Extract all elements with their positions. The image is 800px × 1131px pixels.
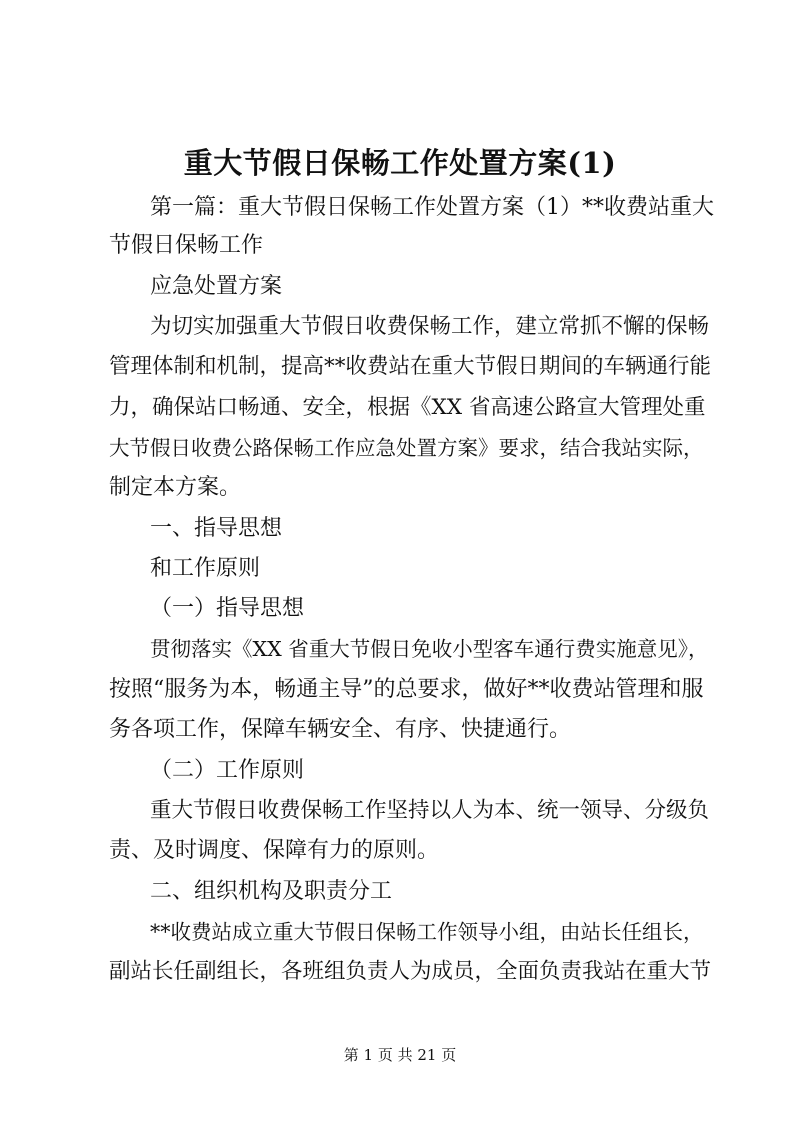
text-line-20: 副站长任副组长，各班组负责人为成员，全面负责我站在重大节 xyxy=(109,959,712,984)
text-line-13: 按照“服务为本，畅通主导”的总要求，做好**收费站管理和服 xyxy=(109,677,704,702)
text-line-15: （二）工作原则 xyxy=(150,758,305,783)
text-line-18: 二、组织机构及职责分工 xyxy=(150,879,393,904)
text-line-7: 大节假日收费公路保畅工作应急处置方案》要求，结合我站实际， xyxy=(109,436,704,460)
text-line-8: 制定本方案。 xyxy=(109,475,242,500)
text-line-16: 重大节假日收费保畅工作坚持以人为本、统一领导、分级负 xyxy=(150,798,710,823)
text-line-10: 和工作原则 xyxy=(150,556,261,581)
text-line-5: 管理体制和机制，提高**收费站在重大节假日期间的车辆通行能 xyxy=(109,354,712,379)
text-line-14: 务各项工作，保障车辆安全、有序、快捷通行。 xyxy=(109,717,572,742)
text-line-3: 应急处置方案 xyxy=(150,274,283,299)
text-line-11: （一）指导思想 xyxy=(150,596,305,621)
text-line-12: 贯彻落实《XX 省重大节假日免收小型客车通行费实施意见》， xyxy=(150,637,709,661)
text-line-2: 节假日保畅工作 xyxy=(109,233,264,258)
text-line-4: 为切实加强重大节假日收费保畅工作，建立常抓不懈的保畅 xyxy=(150,314,710,339)
text-line-9: 一、指导思想 xyxy=(150,516,283,541)
text-line-19: **收费站成立重大节假日保畅工作领导小组，由站长任组长， xyxy=(150,920,704,944)
text-line-17: 责、及时调度、保障有力的原则。 xyxy=(109,838,440,863)
page-footer: 第 1 页 共 21 页 xyxy=(343,1046,457,1064)
text-line-6: 力，确保站口畅通、安全，根据《XX 省高速公路宣大管理处重 xyxy=(109,395,706,420)
document-title: 重大节假日保畅工作处置方案(1) xyxy=(183,146,617,180)
text-line-1: 第一篇：重大节假日保畅工作处置方案（1）**收费站重大 xyxy=(150,195,714,220)
